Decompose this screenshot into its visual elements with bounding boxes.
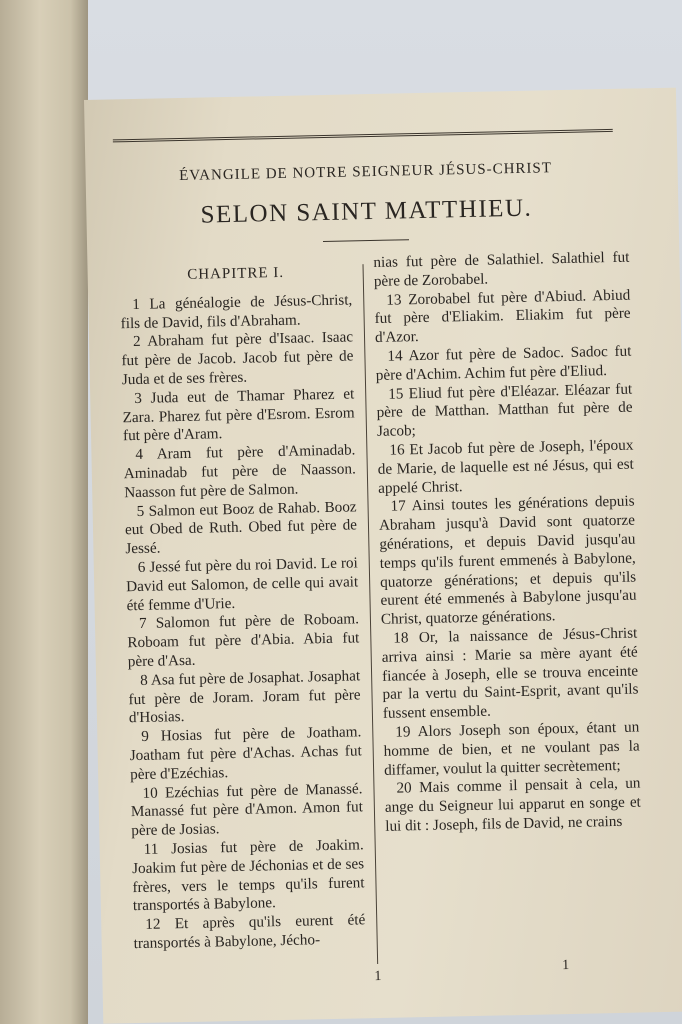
title-rule — [323, 239, 409, 242]
verse: 9 Hosias fut père de Joatham. Joatham fut père d'Achas. Achas fut père d'Ezéchias. — [129, 723, 362, 783]
verse: 1 La généalogie de Jésus-Christ, fils de David, fils d'Abraham. — [120, 291, 353, 332]
verse: 2 Abraham fut père d'Isaac. Isaac fut père de Jacob. Jacob fut père de Juda et de ses frères. — [121, 328, 354, 389]
verse: 17 Ainsi toutes les générations depuis Abraham jusqu'à David sont quatorze générations, et depuis David jusqu'au temps qu'ils furent emmenés à Babylone, quatorze générations; et depuis qu'ils eurent été emmenés à Babylone jusqu'au Christ, quatorze générations. — [378, 492, 637, 629]
verse: 4 Aram fut père d'Aminadab. Aminadab fut père de Naasson. Naasson fut père de Salmon. — [123, 441, 356, 502]
verse: 3 Juda eut de Thamar Pharez et Zara. Pharez fut père d'Esrom. Esrom fut père d'Aram. — [122, 385, 355, 445]
verse: 20 Mais comme il pensait à cela, un ange du Seigneur lui apparut en songe et lui dit : Joseph, fils de David, ne crains — [384, 774, 642, 835]
top-double-rule — [113, 129, 613, 142]
verse: 19 Alors Joseph son époux, étant un homme de bien, et ne voulant pas la diffamer, voulut la quitter secrètement; — [383, 718, 640, 779]
verse: 11 Josias fut père de Joakim. Joakim fut père de Jéchonias et de ses frères, vers le temps qu'ils furent transportés à Babylone. — [131, 836, 365, 915]
verse: 14 Azor fut père de Sadoc. Sadoc fut père d'Achim. Achim fut père d'Eliud. — [375, 342, 632, 384]
page-number: 1 — [374, 968, 382, 985]
verse: 16 Et Jacob fut père de Joseph, l'époux de Marie, de laquelle est né Jésus, qui est appelé Christ. — [377, 436, 634, 497]
verse: 6 Jessé fut père du roi David. Le roi David eut Salomon, de celle qui avait été femme d'Urie. — [126, 554, 359, 614]
verse: 15 Eliud fut père d'Eléazar. Eléazar fut père de Matthan. Matthan fut père de Jacob; — [376, 380, 633, 441]
verse: 13 Zorobabel fut père d'Abiud. Abiud fut père d'Eliakim. Eliakim fut père d'Azor. — [374, 286, 631, 347]
right-column — [373, 249, 641, 837]
signature-mark: 1 — [562, 958, 570, 974]
book-page — [84, 88, 682, 1024]
verse-continuation: nias fut père de Salathiel. Salathiel fut père de Zorobabel. — [373, 248, 630, 290]
book-title: SELON SAINT MATTHIEU. — [200, 194, 533, 229]
verse: 18 Or, la naissance de Jésus-Christ arriva ainsi : Marie sa mère ayant été fiancée à Joseph, elle se trouva enceinte par la vertu du Saint-Esprit, avant qu'ils fussent ensemble. — [381, 624, 639, 722]
chapter-heading: CHAPITRE I. — [187, 264, 285, 283]
verse: 7 Salomon fut père de Roboam. Roboam fut père d'Abia. Abia fut père d'Asa. — [127, 610, 360, 671]
gospel-title: ÉVANGILE DE NOTRE SEIGNEUR JÉSUS-CHRIST — [178, 160, 553, 185]
verse: 8 Asa fut père de Josaphat. Josaphat fut père de Joram. Joram fut père d'Hosias. — [128, 667, 361, 727]
verse: 12 Et après qu'ils eurent été transportés à Babylone, Jécho- — [133, 911, 366, 953]
verse: 5 Salmon eut Booz de Rahab. Booz eut Obed de Ruth. Obed fut père de Jessé. — [124, 497, 358, 558]
book-spine-shadow — [0, 0, 88, 1024]
left-column — [119, 254, 365, 953]
verse: 10 Ezéchias fut père de Manassé. Manassé fut père d'Amon. Amon fut père de Josias. — [130, 779, 364, 840]
